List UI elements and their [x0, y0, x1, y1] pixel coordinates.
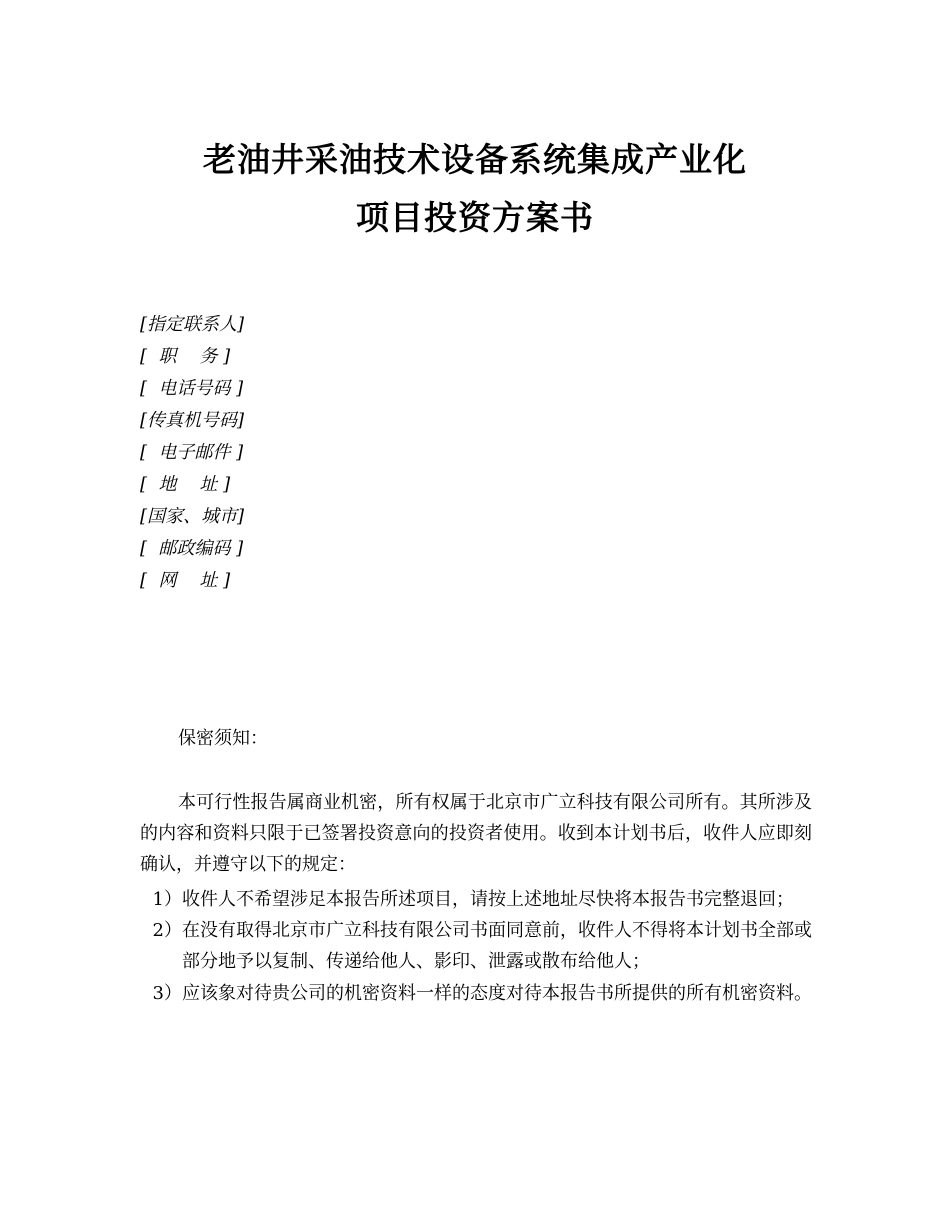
- contact-field-phone: [ 电话号码 ]: [140, 378, 244, 399]
- contact-field-contact-person: [指定联系人]: [140, 314, 245, 335]
- confidentiality-rule: [140, 884, 812, 915]
- contact-field-fax: [传真机号码]: [140, 410, 245, 431]
- rule-number: 2）: [152, 920, 182, 941]
- rule-number: 1）: [152, 889, 182, 910]
- contact-field-position: [ 职 务 ]: [140, 346, 231, 367]
- contact-field-email: [ 电子邮件 ]: [140, 442, 244, 463]
- contact-field-website: [ 网 址 ]: [140, 570, 231, 591]
- confidentiality-rule: [140, 978, 812, 1009]
- contact-field-address: [ 地 址 ]: [140, 474, 231, 495]
- title-line-2: 项目投资方案书: [356, 198, 594, 237]
- contact-field-postcode: [ 邮政编码 ]: [140, 538, 244, 559]
- rule-text: 应该象对待贵公司的机密资料一样的态度对待本报告书所提供的所有机密资料。: [182, 983, 812, 1004]
- title-line-1: 老油井采油技术设备系统集成产业化: [203, 140, 747, 179]
- contact-field-country-city: [国家、城市]: [140, 506, 245, 527]
- contact-field-list: [140, 309, 280, 597]
- rule-text: 收件人不希望涉足本报告所述项目，请按上述地址尽快将本报告书完整退回；: [182, 889, 794, 910]
- rule-text: 在没有取得北京市广立科技有限公司书面同意前，收件人不得将本计划书全部或部分地予以复制、传递给他人、影印、泄露或散布给他人；: [182, 920, 812, 972]
- confidentiality-rule: [140, 915, 812, 977]
- confidentiality-heading: 保密须知：: [178, 728, 268, 749]
- rule-number: 3）: [152, 983, 182, 1004]
- confidentiality-intro: 本可行性报告属商业机密，所有权属于北京市广立科技有限公司所有。其所涉及的内容和资料只限于已签署投资意向的投资者使用。收到本计划书后，收件人应即刻确认，并遵守以下的规定：: [140, 792, 812, 875]
